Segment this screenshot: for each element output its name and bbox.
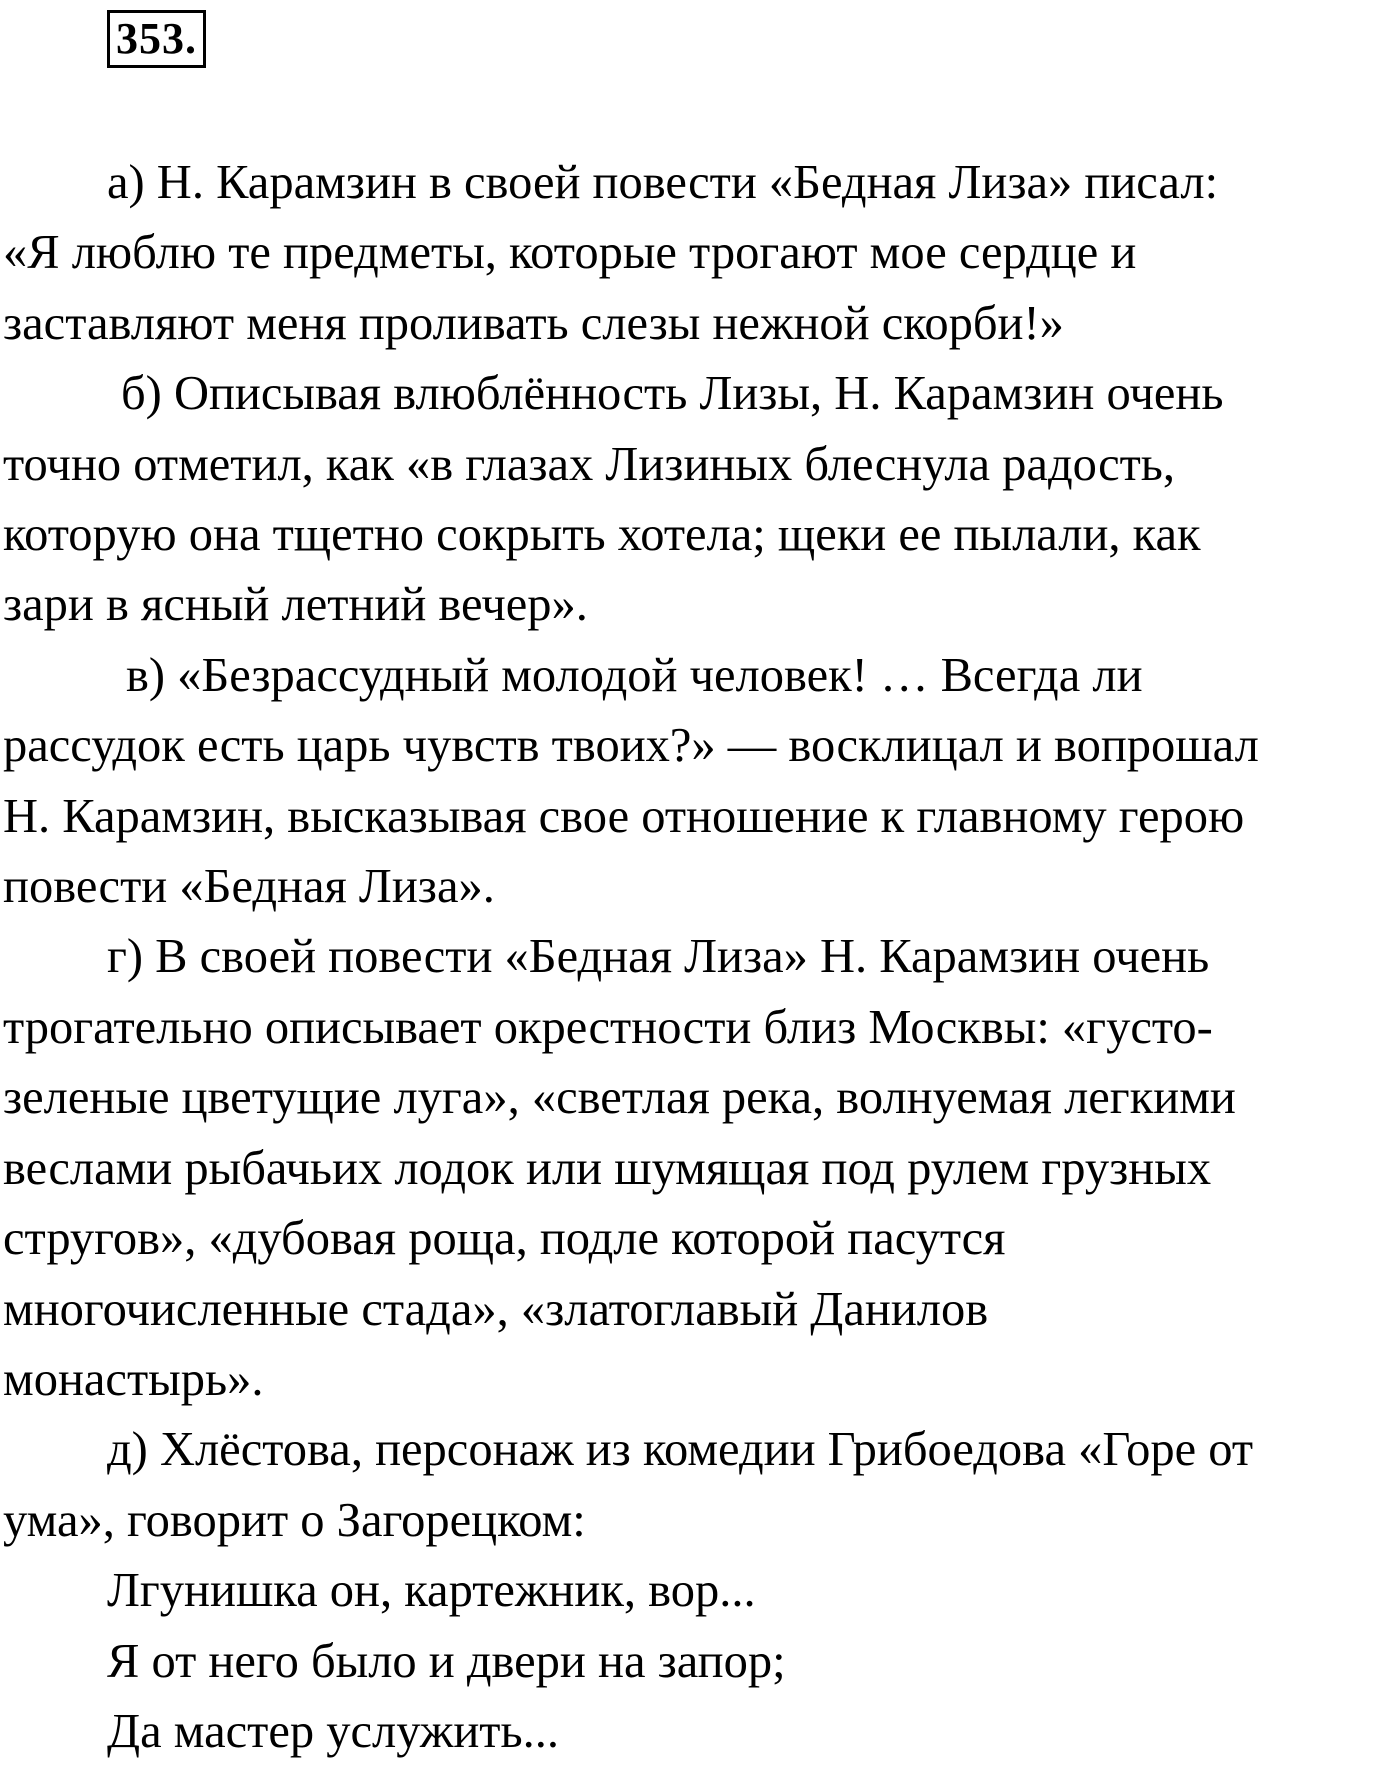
verse-line: Да мастер услужить... — [107, 1704, 559, 1758]
text-line: монастырь». — [3, 1352, 264, 1406]
verse-line: Лгунишка он, картежник, вор... — [107, 1564, 756, 1618]
text-line: точно отметил, как «в глазах Лизиных блеснула радость, — [3, 437, 1176, 491]
verse-line: Я от него было и двери на запор; — [107, 1634, 786, 1688]
text-line: рассудок есть царь чувств твоих?» — восклицал и вопрошал — [3, 719, 1259, 773]
text-line: д) Хлёстова, персонаж из комедии Грибоедова «Горе от — [107, 1423, 1254, 1477]
text-line: б) Описывая влюблённость Лизы, Н. Карамзин очень — [121, 367, 1224, 421]
text-line: веслами рыбачьих лодок или шумящая под рулем грузных — [3, 1141, 1212, 1195]
text-line: ума», говорит о Загорецком: — [3, 1493, 586, 1547]
text-line: трогательно описывает окрестности близ Москвы: «густо- — [3, 1000, 1213, 1054]
text-line: г) В своей повести «Бедная Лиза» Н. Карамзин очень — [107, 930, 1210, 984]
text-line: многочисленные стада», «златоглавый Данилов — [3, 1282, 989, 1336]
text-line: в) «Безрассудный молодой человек! … Всегда ли — [126, 648, 1143, 702]
text-line: а) Н. Карамзин в своей повести «Бедная Лиза» писал: — [107, 156, 1219, 209]
text-line: повести «Бедная Лиза». — [3, 860, 495, 914]
text-line: зеленые цветущие луга», «светлая река, волнуемая легкими — [3, 1071, 1236, 1125]
exercise-number: 353. — [107, 10, 206, 68]
text-line: зари в ясный летний вечер». — [3, 578, 588, 632]
text-line: «Я люблю те предметы, которые трогают мое сердце и — [3, 226, 1137, 280]
text-line: Н. Карамзин, высказывая свое отношение к главному герою — [3, 789, 1245, 843]
text-line: стругов», «дубовая роща, подле которой пасутся — [3, 1212, 1006, 1266]
text-line: заставляют меня проливать слезы нежной скорби!» — [3, 296, 1064, 350]
exercise-text — [3, 148, 1398, 1767]
text-line: которую она тщетно сокрыть хотела; щеки ее пылали, как — [3, 508, 1201, 562]
